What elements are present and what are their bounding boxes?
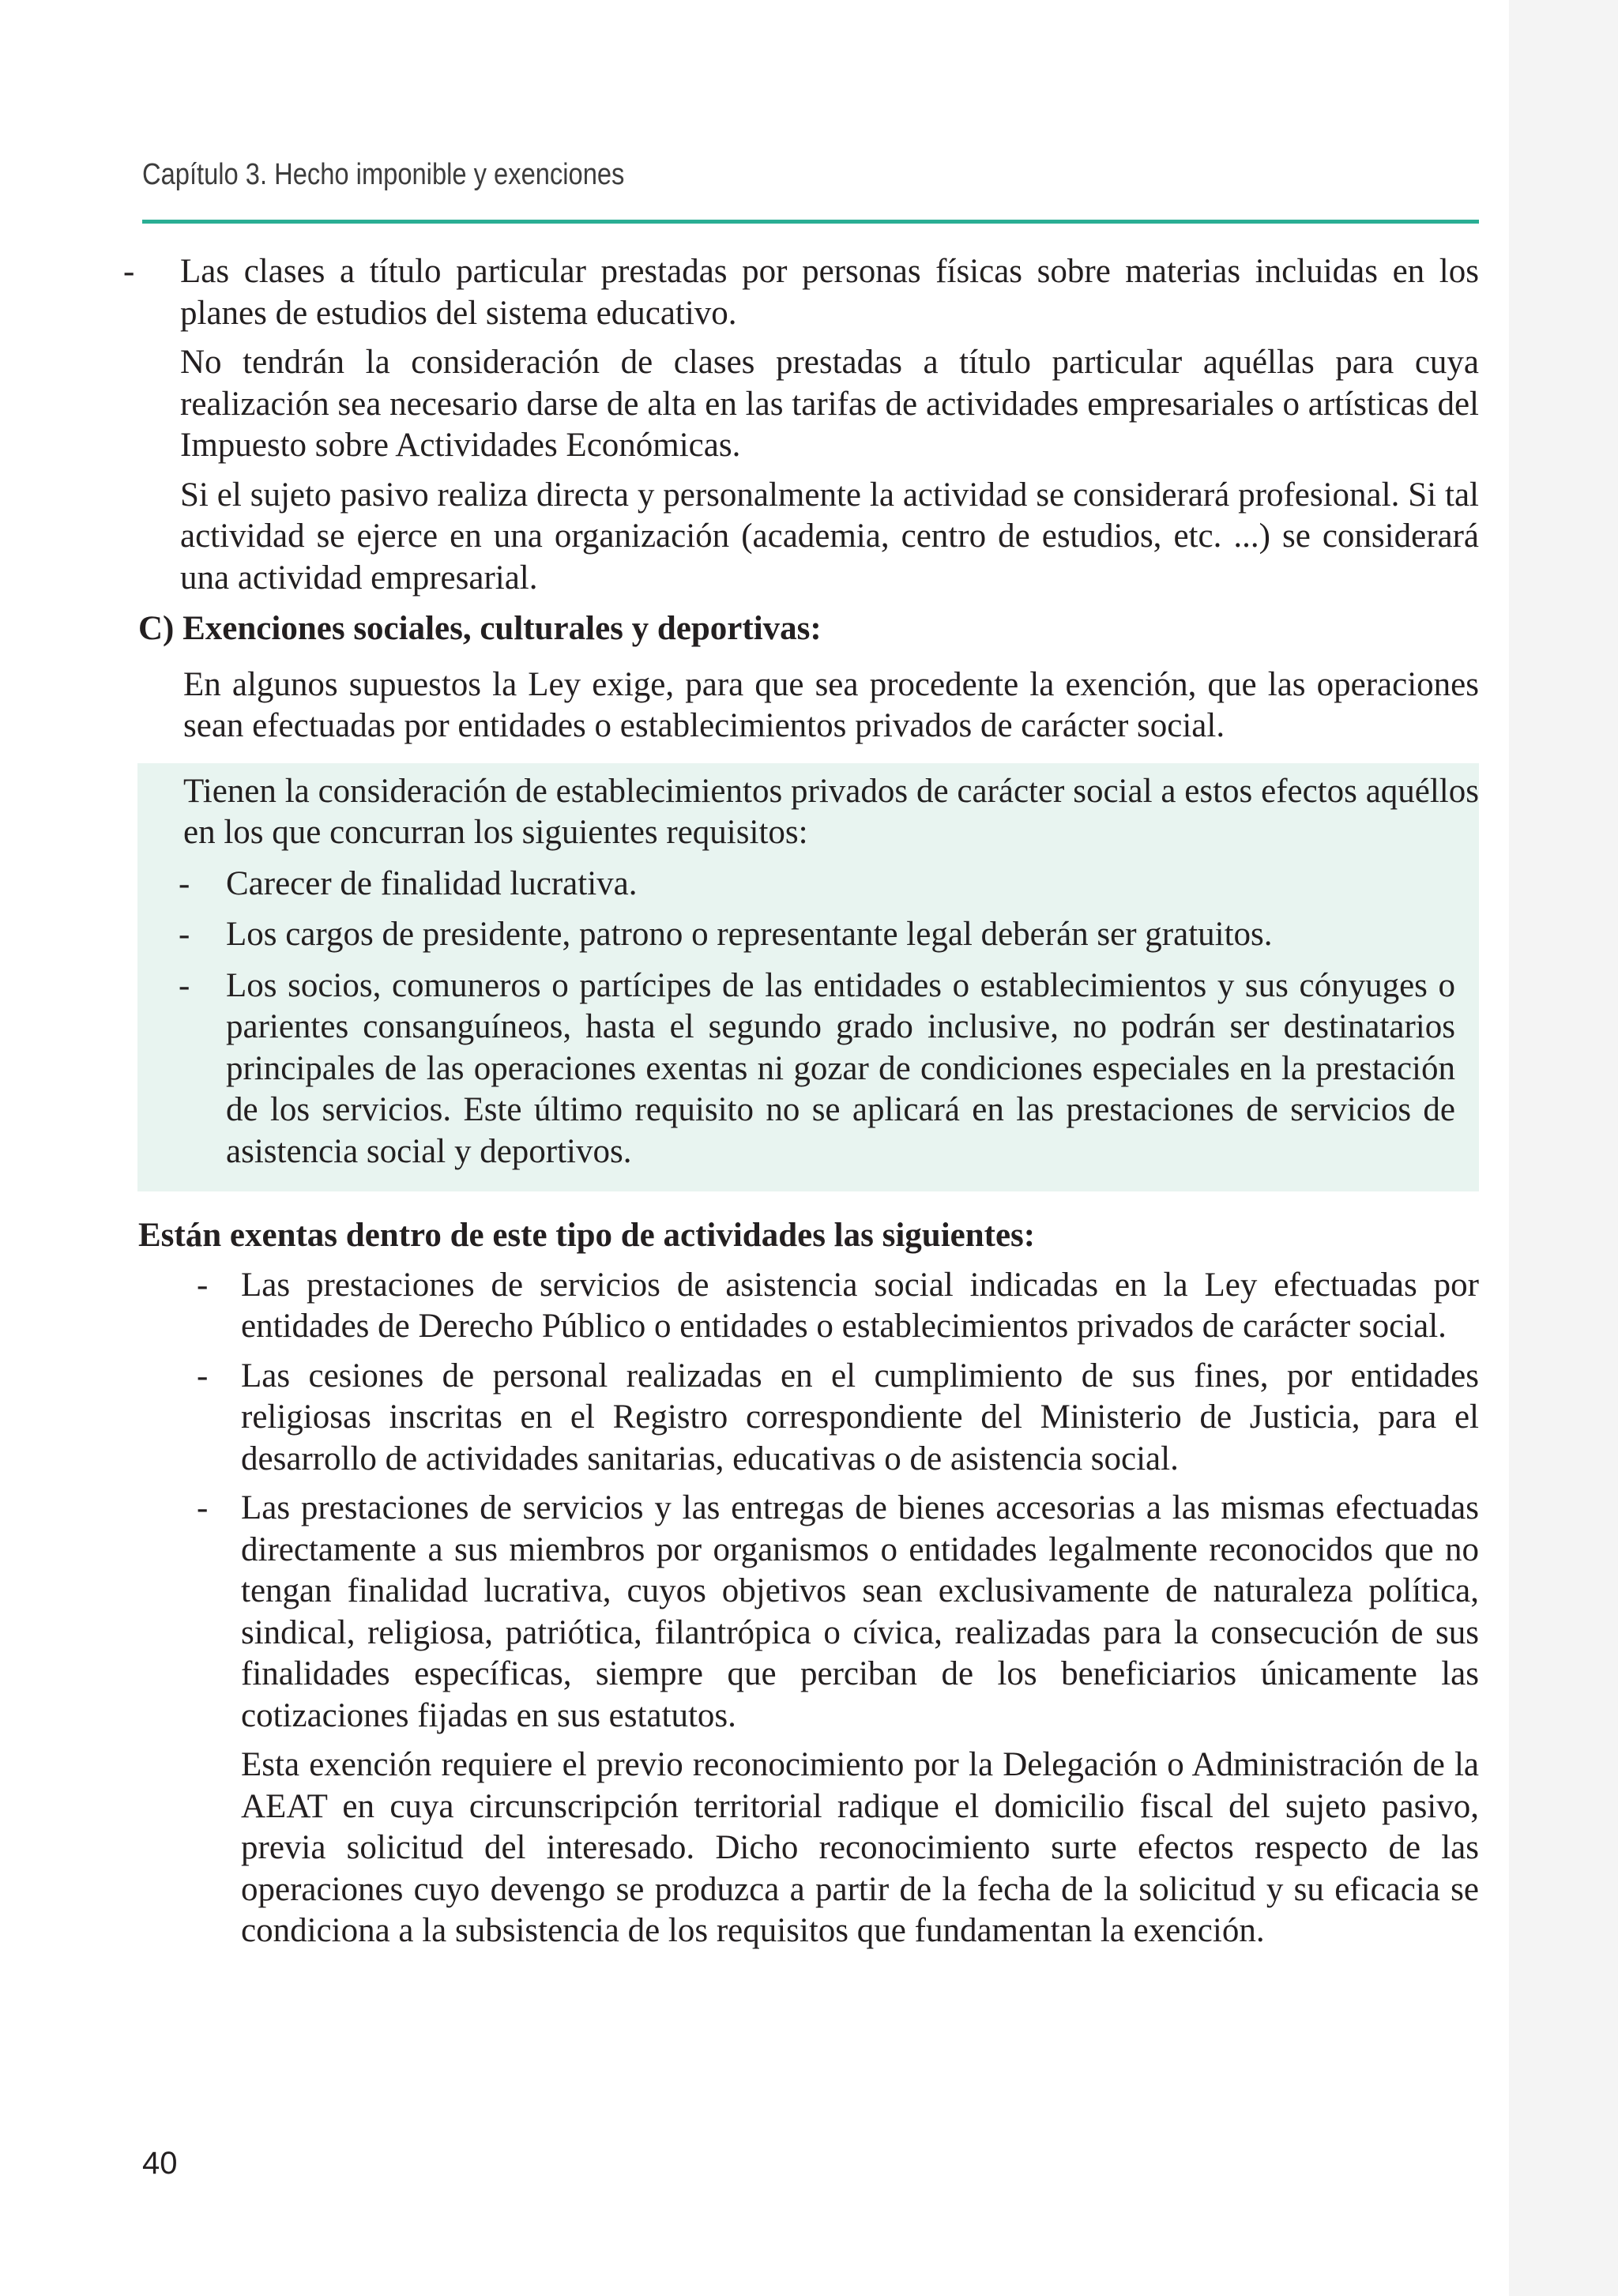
exemption-item (197, 1488, 1479, 1737)
dash-bullet: - (197, 1266, 209, 1304)
dash-bullet: - (179, 966, 190, 1004)
list-item-text: Las clases a título particular prestadas por personas físicas sobre materias incluidas en los planes de estudios del sistema educativo. (180, 253, 1479, 332)
requirement-text: Carecer de finalidad lucrativa. (226, 864, 638, 902)
requirement-text: Los cargos de presidente, patrono o representante legal deberán ser gratuitos. (226, 916, 1273, 953)
exemption-text: Las prestaciones de servicios y las entregas de bienes accesorias a las mismas efectuadas directamente a sus miembros por organismos o entidades legalmente reconocidos que no tengan finalidad lucrativa, cuyos objetivos sean exclusivamente de naturaleza política, sindical, religiosa, patriótica, filantrópica o cívica, realizadas para la consecución de sus finalidades específicas, siempre que perciban de los beneficiarios únicamente las cotizaciones fijadas en sus estatutos. (241, 1489, 1479, 1734)
box-intro: Tienen la consideración de establecimientos privados de carácter social a estos efectos aquéllos en los que concurran los siguientes requisitos: (183, 772, 1479, 851)
header-rule (142, 220, 1479, 224)
requirement-text: Los socios, comuneros o partícipes de las entidades o establecimientos y sus cónyuges o parientes consanguíneos, hasta el segundo grado inclusive, no podrán ser destinatarios principales de las operaciones exentas ni gozar de condiciones especiales en la prestación de los servicios. Este último requisito no se aplicará en las prestaciones de servicios de asistencia social y deportivos. (226, 966, 1455, 1170)
exemption-item (197, 1356, 1479, 1481)
section-heading: C) Exenciones sociales, culturales y deportivas: (138, 610, 822, 647)
dash-bullet: - (123, 253, 135, 290)
exemption-text: Las prestaciones de servicios de asistencia social indicadas en la Ley efectuadas por entidades de Derecho Público o entidades o establecimientos privados de carácter social. (241, 1266, 1479, 1345)
paragraph: No tendrán la consideración de clases prestadas a título particular aquéllas para cuya realización sea necesario darse de alta en las tarifas de actividades empresariales o artísticas del Impuesto sobre Actividades Económicas. (180, 344, 1479, 464)
dash-bullet: - (197, 1489, 209, 1526)
requirement-item (179, 914, 1455, 956)
section-intro: En algunos supuestos la Ley exige, para que sea procedente la exención, que las operaciones sean efectuadas por entidades o establecimientos privados de carácter social. (183, 665, 1479, 744)
dash-bullet: - (179, 916, 190, 953)
exemption-text: Las cesiones de personal realizadas en el cumplimiento de sus fines, por entidades religiosas inscritas en el Registro correspondiente del Ministerio de Justicia, para el desarrollo de actividades sanitarias, educativas o de asistencia social. (241, 1357, 1479, 1477)
exemption-item (197, 1265, 1479, 1348)
exemption-note: Esta exención requiere el previo reconocimiento por la Delegación o Administración de la AEAT en cuya circunscripción territorial radique el domicilio fiscal del sujeto pasivo, previa solicitud del interesado. Dicho reconocimiento surte efectos respecto de las operaciones cuyo devengo se produzca a partir de la fecha de la solicitud y su eficacia se condiciona a la subsistencia de los requisitos que fundamentan la exención. (241, 1746, 1479, 1949)
page-number: 40 (142, 2146, 178, 2181)
requirements-box (137, 763, 1479, 1192)
page-content (0, 251, 1618, 1952)
requirement-item (179, 864, 1455, 905)
paragraph: Si el sujeto pasivo realiza directa y personalmente la actividad se considerará profesional. Si tal actividad se ejerce en una organización (academia, centro de estudios, etc. ...) se considerará una actividad empresarial. (180, 476, 1479, 597)
exemptions-heading: Están exentas dentro de este tipo de actividades las siguientes: (138, 1217, 1036, 1254)
dash-bullet: - (179, 864, 190, 902)
running-header: Capítulo 3. Hecho imponible y exenciones (142, 158, 625, 191)
requirement-item (179, 965, 1455, 1173)
list-item (123, 251, 1479, 334)
dash-bullet: - (197, 1357, 209, 1395)
